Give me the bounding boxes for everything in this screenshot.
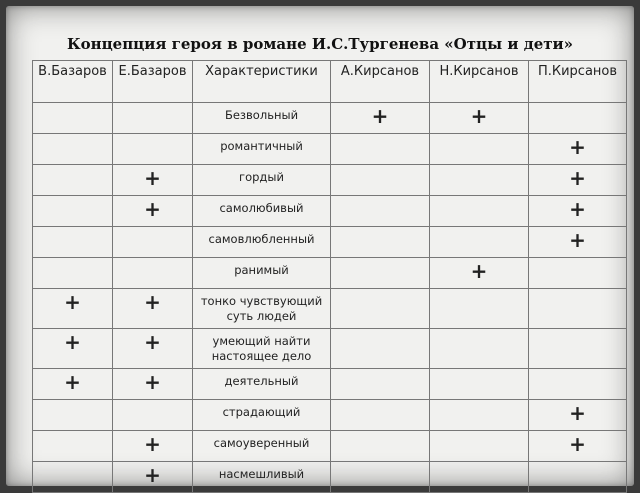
mark-p-kirsanov: [529, 329, 627, 369]
mark-p-kirsanov: +: [529, 400, 627, 431]
header-a-kirsanov: А.Кирсанов: [331, 61, 430, 103]
mark-e-bazarov: +: [113, 289, 193, 329]
header-characteristics: Характеристики: [193, 61, 331, 103]
mark-a-kirsanov: +: [331, 103, 430, 134]
mark-v-bazarov: [33, 103, 113, 134]
mark-a-kirsanov: [331, 134, 430, 165]
header-n-kirsanov: Н.Кирсанов: [430, 61, 529, 103]
mark-n-kirsanov: [430, 329, 529, 369]
mark-n-kirsanov: [430, 165, 529, 196]
mark-p-kirsanov: +: [529, 134, 627, 165]
trait-cell: самолюбивый: [193, 196, 331, 227]
mark-v-bazarov: +: [33, 369, 113, 400]
mark-v-bazarov: +: [33, 329, 113, 369]
slide-paper: [6, 6, 634, 486]
table-row: [33, 462, 627, 493]
trait-cell: деятельный: [193, 369, 331, 400]
mark-n-kirsanov: +: [430, 258, 529, 289]
trait-cell: умеющий найти настоящее дело: [193, 329, 331, 369]
mark-n-kirsanov: [430, 289, 529, 329]
mark-e-bazarov: +: [113, 369, 193, 400]
mark-p-kirsanov: [529, 369, 627, 400]
trait-cell: самовлюбленный: [193, 227, 331, 258]
mark-n-kirsanov: [430, 431, 529, 462]
mark-e-bazarov: +: [113, 329, 193, 369]
mark-a-kirsanov: [331, 329, 430, 369]
mark-v-bazarov: [33, 400, 113, 431]
mark-p-kirsanov: +: [529, 196, 627, 227]
mark-v-bazarov: [33, 462, 113, 493]
mark-v-bazarov: [33, 258, 113, 289]
mark-a-kirsanov: [331, 165, 430, 196]
table-row: [33, 431, 627, 462]
trait-cell: насмешливый: [193, 462, 331, 493]
mark-e-bazarov: +: [113, 165, 193, 196]
mark-n-kirsanov: [430, 400, 529, 431]
mark-e-bazarov: [113, 134, 193, 165]
trait-cell: ранимый: [193, 258, 331, 289]
table-row: [33, 134, 627, 165]
mark-n-kirsanov: [430, 462, 529, 493]
mark-e-bazarov: +: [113, 431, 193, 462]
table-row: [33, 103, 627, 134]
hero-concept-table: [32, 60, 627, 493]
table-row: [33, 289, 627, 329]
table-row: [33, 369, 627, 400]
mark-p-kirsanov: [529, 289, 627, 329]
mark-e-bazarov: [113, 227, 193, 258]
mark-p-kirsanov: +: [529, 431, 627, 462]
mark-a-kirsanov: [331, 196, 430, 227]
mark-v-bazarov: [33, 165, 113, 196]
mark-a-kirsanov: [331, 369, 430, 400]
mark-e-bazarov: +: [113, 196, 193, 227]
mark-v-bazarov: +: [33, 289, 113, 329]
table-row: [33, 258, 627, 289]
mark-a-kirsanov: [331, 289, 430, 329]
mark-n-kirsanov: [430, 369, 529, 400]
mark-n-kirsanov: [430, 196, 529, 227]
mark-a-kirsanov: [331, 431, 430, 462]
mark-p-kirsanov: [529, 462, 627, 493]
table-row: [33, 400, 627, 431]
table-row: [33, 196, 627, 227]
mark-a-kirsanov: [331, 462, 430, 493]
header-row: [33, 61, 627, 103]
mark-e-bazarov: [113, 103, 193, 134]
mark-v-bazarov: [33, 196, 113, 227]
table-row: [33, 329, 627, 369]
mark-e-bazarov: +: [113, 462, 193, 493]
trait-cell: Безвольный: [193, 103, 331, 134]
mark-v-bazarov: [33, 431, 113, 462]
mark-e-bazarov: [113, 400, 193, 431]
mark-a-kirsanov: [331, 258, 430, 289]
mark-n-kirsanov: [430, 227, 529, 258]
mark-n-kirsanov: [430, 134, 529, 165]
mark-e-bazarov: [113, 258, 193, 289]
trait-cell: страдающий: [193, 400, 331, 431]
trait-cell: тонко чувствующий суть людей: [193, 289, 331, 329]
trait-cell: самоуверенный: [193, 431, 331, 462]
header-p-kirsanov: П.Кирсанов: [529, 61, 627, 103]
mark-v-bazarov: [33, 227, 113, 258]
table-row: [33, 165, 627, 196]
mark-a-kirsanov: [331, 400, 430, 431]
mark-p-kirsanov: +: [529, 165, 627, 196]
header-e-bazarov: Е.Базаров: [113, 61, 193, 103]
mark-p-kirsanov: [529, 103, 627, 134]
mark-p-kirsanov: [529, 258, 627, 289]
table-row: [33, 227, 627, 258]
header-v-bazarov: В.Базаров: [33, 61, 113, 103]
mark-p-kirsanov: +: [529, 227, 627, 258]
page-title: Концепция героя в романе И.С.Тургенева «Отцы и дети»: [66, 35, 574, 53]
mark-n-kirsanov: +: [430, 103, 529, 134]
mark-a-kirsanov: [331, 227, 430, 258]
mark-v-bazarov: [33, 134, 113, 165]
trait-cell: романтичный: [193, 134, 331, 165]
trait-cell: гордый: [193, 165, 331, 196]
